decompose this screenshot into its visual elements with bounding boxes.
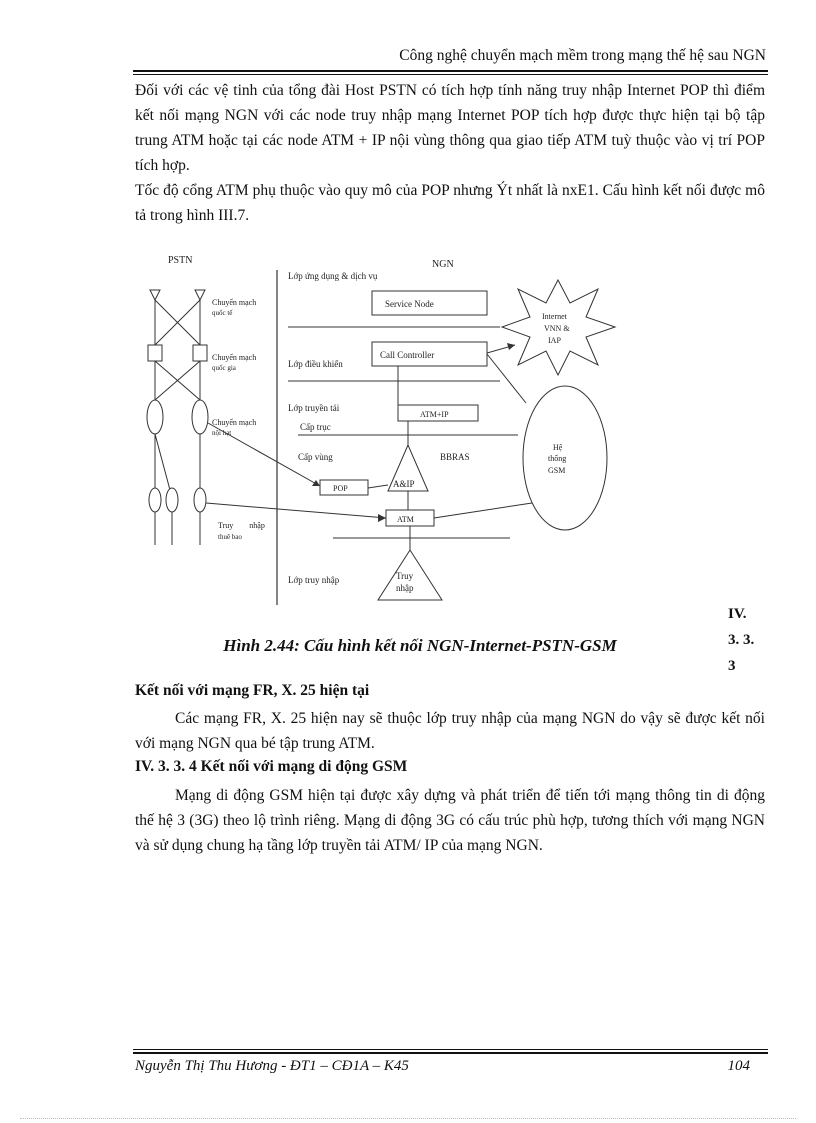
access-atm-arrow [378, 514, 386, 522]
page-number: 104 [727, 1058, 750, 1074]
network-diagram [140, 245, 640, 610]
atm-label: ATM [397, 515, 414, 524]
section-gsm-heading: IV. 3. 3. 4 Kết nối với mạng di động GSM [135, 758, 408, 775]
intro-paragraph-2: Tốc độ cổng ATM phụ thuộc vào quy mô của POP nhưng Ýt nhất là nxE1. Cấu hình kết nối được mô tả trong hình III.7. [135, 182, 765, 224]
side-number-line-1: IV. [728, 606, 747, 622]
figure-caption: Hình 2.44: Cấu hình kết nối NGN-Internet-PSTN-GSM [223, 636, 617, 655]
pstn-label: PSTN [168, 255, 193, 266]
local-switch-label-2: nội hạt [212, 429, 232, 437]
access-label-1: Truy [396, 571, 414, 581]
section-fr-body: Các mạng FR, X. 25 hiện nay sẽ thuộc lớp truy nhập của mạng NGN do vậy sẽ được kết nối với mạng NGN qua bé tập trung ATM. [135, 710, 765, 752]
access-label-2: nhập [396, 583, 414, 593]
pop-label: POP [333, 484, 348, 493]
regional-level-label: Cấp vùng [298, 452, 333, 462]
subscriber-access-label-1: Truy nhập [218, 521, 265, 530]
page-header-title: Công nghệ chuyển mạch mềm trong mạng thế hệ sau NGN [399, 47, 766, 64]
natl-switch-label-2: quốc gia [212, 364, 236, 372]
aip-label: A&IP [393, 479, 415, 489]
section-gsm-body: Mạng di động GSM hiện tại được xây dựng và phát triển để tiến tới mạng thông tin di động thế hệ 3 (3G) theo lộ trình riêng. Mạng di động 3G có cấu trúc phù hợp, tương thích với mạng NGN và sử dụng chung hạ tầng lớp truyền tải ATM/ IP của mạng NGN. [135, 787, 765, 854]
side-number-line-3: 3 [728, 658, 736, 674]
gsm-label-3: GSM [548, 466, 566, 475]
internet-label-2: VNN & [544, 324, 570, 333]
service-node-label: Service Node [385, 299, 434, 309]
cc-internet-arrow [507, 343, 515, 350]
atm-ip-label: ATM+IP [420, 410, 449, 419]
intro-text [135, 78, 765, 228]
layer-transport-label: Lớp truyền tải [288, 403, 340, 413]
header-rule-thin [133, 74, 768, 75]
pstn-hierarchy [147, 290, 208, 545]
footer-rule [133, 1052, 768, 1054]
access-atm-link [206, 503, 386, 518]
local-pop-arrow [312, 480, 320, 486]
internet-label-3: IAP [548, 336, 561, 345]
bbras-label: BBRAS [440, 452, 470, 462]
layer-control-label: Lớp điều khiển [288, 359, 343, 369]
internet-label-1: Internet [542, 312, 567, 321]
trunk-level-label: Cấp trục [300, 422, 331, 432]
call-controller-label: Call Controller [380, 350, 435, 360]
intro-paragraph-1: Đối với các vệ tinh của tổng đài Host PSTN có tích hợp tính năng truy nhập Internet POP thì điểm kết nối mạng NGN với các node truy nhập mạng Internet POP tích hợp được thực hiện tại bộ tập trung ATM hoặc tại các node ATM + IP nội vùng thông qua giao tiếp ATM tuỳ thuộc vào vị trí POP tích hợp. [135, 82, 765, 174]
page-bottom-dotted-line [20, 1118, 796, 1119]
section-gsm-text [135, 783, 765, 858]
footer-author: Nguyễn Thị Thu Hương - ĐT1 – CĐ1A – K45 [135, 1058, 409, 1074]
gsm-label-1: Hệ [553, 443, 563, 452]
layer-app-label: Lớp ứng dụng & dịch vụ [288, 271, 378, 281]
intl-switch-label-2: quốc tế [212, 309, 233, 317]
section-fr-heading: Kết nối với mạng FR, X. 25 hiện tại [135, 682, 370, 699]
subscriber-access-label-2: thuê bao [218, 533, 242, 541]
local-switch-label-1: Chuyển mạch [212, 418, 257, 427]
natl-switch-label-1: Chuyển mạch [212, 353, 257, 362]
pop-aip-link [368, 485, 388, 488]
atm-gsm-link [434, 503, 532, 518]
ngn-label: NGN [432, 259, 454, 270]
header-rule [133, 70, 768, 72]
intl-switch-label-1: Chuyển mạch [212, 298, 257, 307]
gsm-label-2: thống [548, 454, 567, 463]
footer-rule-thin [133, 1049, 768, 1050]
side-number-line-2: 3. 3. [728, 632, 755, 648]
section-fr-text [135, 706, 765, 756]
layer-access-label: Lớp truy nhập [288, 575, 340, 585]
